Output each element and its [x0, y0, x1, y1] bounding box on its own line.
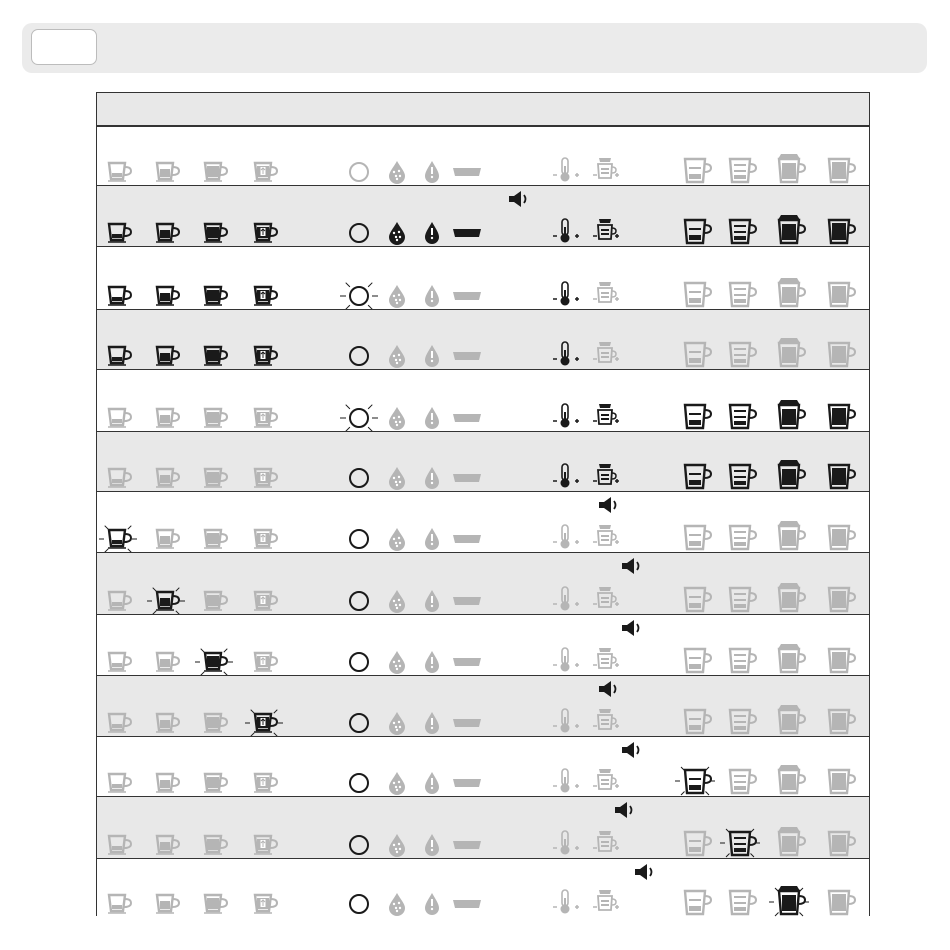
state-row [97, 736, 869, 796]
fill-level-2-icon [730, 159, 756, 182]
fill-level-4-icon [829, 405, 855, 428]
table-header [97, 93, 869, 126]
fill-level-4-icon [829, 832, 855, 855]
fill-level-1-icon [685, 405, 711, 428]
toolbar-button[interactable] [31, 29, 97, 65]
beep-speaker-icon [615, 802, 632, 818]
volume-cup-icon [593, 342, 619, 362]
temperature-icon [553, 709, 579, 733]
drip-tray-icon [453, 658, 481, 666]
fill-level-4-icon [829, 588, 855, 611]
fill-level-4-icon [829, 283, 855, 306]
descale-drop-icon [389, 222, 405, 245]
ristretto-cup-icon [204, 895, 227, 913]
lungo-cup-icon [156, 163, 179, 181]
drip-tray-icon [453, 719, 481, 727]
temperature-icon [553, 219, 579, 243]
descale-drop-icon [389, 407, 405, 430]
beep-speaker-icon [599, 681, 616, 697]
ristretto-cup-icon [204, 469, 227, 487]
fill-level-3-icon [778, 705, 805, 733]
ristretto-cup-icon [204, 714, 227, 732]
hot-water-cup-icon [254, 469, 277, 487]
alert-drop-icon [425, 712, 439, 734]
fill-level-2-icon [730, 405, 756, 428]
fill-level-2-icon [720, 829, 760, 857]
fill-level-1-icon [675, 767, 715, 795]
drip-tray-icon [453, 229, 481, 237]
top-toolbar [22, 23, 927, 73]
row-icons [97, 247, 869, 310]
lungo-cup-icon [156, 409, 179, 427]
fill-level-3-icon [778, 765, 805, 793]
drip-tray-icon [453, 352, 481, 360]
power-ring-icon [340, 283, 378, 310]
fill-level-4-icon [829, 710, 855, 733]
volume-cup-icon [593, 648, 619, 668]
alert-drop-icon [425, 467, 439, 489]
state-row [97, 491, 869, 552]
fill-level-2-icon [730, 710, 756, 733]
fill-level-4-icon [829, 891, 855, 914]
espresso-cup-icon [108, 592, 131, 610]
fill-level-1-icon [685, 526, 711, 549]
fill-level-3-icon [778, 827, 805, 855]
volume-cup-icon [593, 158, 619, 178]
temperature-icon [553, 404, 579, 428]
fill-level-4-icon [829, 649, 855, 672]
fill-level-4-icon [829, 770, 855, 793]
fill-level-3-icon [769, 886, 809, 916]
fill-level-4-icon [829, 343, 855, 366]
beep-speaker-icon [599, 497, 616, 513]
power-ring-icon [350, 530, 368, 548]
row-icons [97, 432, 869, 492]
lungo-cup-icon [156, 714, 179, 732]
fill-level-3-icon [778, 278, 805, 306]
fill-level-2-icon [730, 588, 756, 611]
ristretto-cup-icon [204, 347, 227, 365]
row-icons [97, 859, 869, 918]
descale-drop-icon [389, 285, 405, 308]
temperature-icon [553, 158, 579, 182]
hot-water-cup-icon [254, 287, 277, 305]
state-row [97, 431, 869, 491]
power-ring-icon [350, 347, 368, 365]
power-ring-icon [350, 592, 368, 610]
volume-cup-icon [593, 404, 619, 424]
fill-level-2-icon [730, 465, 756, 488]
ristretto-cup-icon [204, 409, 227, 427]
espresso-cup-icon [108, 409, 131, 427]
hot-water-cup-icon [254, 530, 277, 548]
fill-level-3-icon [778, 215, 805, 243]
espresso-cup-icon [99, 526, 137, 553]
volume-cup-icon [593, 587, 619, 607]
hot-water-cup-icon [254, 592, 277, 610]
fill-level-1-icon [685, 832, 711, 855]
fill-level-1-icon [685, 465, 711, 488]
row-icons [97, 310, 869, 370]
row-icons [97, 186, 869, 247]
descale-drop-icon [389, 345, 405, 368]
fill-level-1-icon [685, 588, 711, 611]
alert-drop-icon [425, 893, 439, 915]
row-icons [97, 492, 869, 553]
state-row [97, 675, 869, 736]
volume-cup-icon [593, 219, 619, 239]
descale-drop-icon [389, 467, 405, 490]
hot-water-cup-icon [254, 163, 277, 181]
alert-drop-icon [425, 590, 439, 612]
lungo-cup-icon [147, 588, 185, 615]
ristretto-cup-icon [204, 163, 227, 181]
alert-drop-icon [425, 285, 439, 307]
espresso-cup-icon [108, 469, 131, 487]
fill-level-2-icon [730, 283, 756, 306]
alert-drop-icon [425, 222, 439, 244]
power-ring-icon [350, 163, 368, 181]
drip-tray-icon [453, 779, 481, 787]
fill-level-4-icon [829, 159, 855, 182]
descale-drop-icon [389, 651, 405, 674]
fill-level-1-icon [685, 220, 711, 243]
fill-level-2-icon [730, 343, 756, 366]
descale-drop-icon [389, 772, 405, 795]
alert-drop-icon [425, 407, 439, 429]
alert-drop-icon [425, 161, 439, 183]
drip-tray-icon [453, 841, 481, 849]
espresso-cup-icon [108, 287, 131, 305]
row-icons [97, 676, 869, 737]
power-ring-icon [350, 224, 368, 242]
beep-speaker-icon [622, 558, 639, 574]
beep-speaker-icon [509, 191, 526, 207]
volume-cup-icon [593, 282, 619, 302]
espresso-cup-icon [108, 836, 131, 854]
row-icons [97, 737, 869, 797]
hot-water-cup-icon [254, 347, 277, 365]
temperature-icon [553, 587, 579, 611]
row-icons [97, 127, 869, 186]
fill-level-3-icon [778, 644, 805, 672]
volume-cup-icon [593, 831, 619, 851]
volume-cup-icon [593, 525, 619, 545]
hot-water-cup-icon [254, 409, 277, 427]
descale-drop-icon [389, 528, 405, 551]
power-ring-icon [350, 653, 368, 671]
lungo-cup-icon [156, 653, 179, 671]
fill-level-2-icon [730, 220, 756, 243]
hot-water-cup-icon [254, 836, 277, 854]
fill-level-3-icon [778, 583, 805, 611]
volume-cup-icon [593, 769, 619, 789]
row-icons [97, 553, 869, 615]
drip-tray-icon [453, 900, 481, 908]
state-row [97, 185, 869, 246]
power-ring-icon [350, 469, 368, 487]
fill-level-2-icon [730, 770, 756, 793]
lungo-cup-icon [156, 287, 179, 305]
fill-level-1-icon [685, 891, 711, 914]
power-ring-icon [340, 405, 378, 432]
volume-cup-icon [593, 890, 619, 910]
hot-water-cup-icon [254, 895, 277, 913]
row-icons [97, 615, 869, 676]
beep-speaker-icon [622, 742, 639, 758]
alert-drop-icon [425, 651, 439, 673]
descale-drop-icon [389, 834, 405, 857]
lungo-cup-icon [156, 469, 179, 487]
state-row [97, 796, 869, 858]
drip-tray-icon [453, 597, 481, 605]
lungo-cup-icon [156, 347, 179, 365]
state-row [97, 552, 869, 614]
fill-level-4-icon [829, 465, 855, 488]
fill-level-4-icon [829, 526, 855, 549]
lungo-cup-icon [156, 224, 179, 242]
temperature-icon [553, 282, 579, 306]
alert-drop-icon [425, 772, 439, 794]
temperature-icon [553, 342, 579, 366]
state-row [97, 126, 869, 185]
row-icons [97, 370, 869, 432]
espresso-cup-icon [108, 774, 131, 792]
fill-level-3-icon [778, 400, 805, 428]
row-icons [97, 797, 869, 859]
alert-drop-icon [425, 528, 439, 550]
ristretto-cup-icon [204, 224, 227, 242]
temperature-icon [553, 464, 579, 488]
temperature-icon [553, 769, 579, 793]
ristretto-cup-icon [204, 287, 227, 305]
drip-tray-icon [453, 168, 481, 176]
espresso-cup-icon [108, 895, 131, 913]
fill-level-3-icon [778, 154, 805, 182]
drip-tray-icon [453, 474, 481, 482]
lungo-cup-icon [156, 530, 179, 548]
lungo-cup-icon [156, 895, 179, 913]
descale-drop-icon [389, 590, 405, 613]
temperature-icon [553, 648, 579, 672]
volume-cup-icon [593, 709, 619, 729]
alert-drop-icon [425, 834, 439, 856]
fill-level-3-icon [778, 338, 805, 366]
volume-cup-icon [593, 464, 619, 484]
power-ring-icon [350, 774, 368, 792]
lungo-cup-icon [156, 774, 179, 792]
beep-speaker-icon [635, 864, 652, 880]
fill-level-1-icon [685, 343, 711, 366]
descale-drop-icon [389, 893, 405, 916]
espresso-cup-icon [108, 163, 131, 181]
power-ring-icon [350, 836, 368, 854]
fill-level-4-icon [829, 220, 855, 243]
temperature-icon [553, 525, 579, 549]
lungo-cup-icon [156, 836, 179, 854]
temperature-icon [553, 890, 579, 914]
descale-drop-icon [389, 712, 405, 735]
drip-tray-icon [453, 414, 481, 422]
beep-speaker-icon [622, 620, 639, 636]
state-row [97, 369, 869, 431]
power-ring-icon [350, 895, 368, 913]
espresso-cup-icon [108, 347, 131, 365]
fill-level-1-icon [685, 710, 711, 733]
temperature-icon [553, 831, 579, 855]
ristretto-cup-icon [204, 530, 227, 548]
espresso-cup-icon [108, 224, 131, 242]
hot-water-cup-icon [254, 224, 277, 242]
state-row [97, 614, 869, 675]
drip-tray-icon [453, 292, 481, 300]
descale-drop-icon [389, 161, 405, 184]
hot-water-cup-icon [254, 774, 277, 792]
fill-level-3-icon [778, 521, 805, 549]
fill-level-2-icon [730, 649, 756, 672]
led-state-table [96, 92, 870, 916]
ristretto-cup-icon [195, 649, 233, 676]
espresso-cup-icon [108, 714, 131, 732]
alert-drop-icon [425, 345, 439, 367]
fill-level-2-icon [730, 891, 756, 914]
state-row [97, 246, 869, 309]
ristretto-cup-icon [204, 774, 227, 792]
hot-water-cup-icon [254, 653, 277, 671]
ristretto-cup-icon [204, 836, 227, 854]
fill-level-1-icon [685, 649, 711, 672]
hot-water-cup-icon [245, 710, 283, 737]
fill-level-3-icon [778, 460, 805, 488]
power-ring-icon [350, 714, 368, 732]
fill-level-1-icon [685, 159, 711, 182]
ristretto-cup-icon [204, 592, 227, 610]
fill-level-2-icon [730, 526, 756, 549]
state-row [97, 858, 869, 917]
state-row [97, 309, 869, 369]
drip-tray-icon [453, 535, 481, 543]
fill-level-1-icon [685, 283, 711, 306]
espresso-cup-icon [108, 653, 131, 671]
